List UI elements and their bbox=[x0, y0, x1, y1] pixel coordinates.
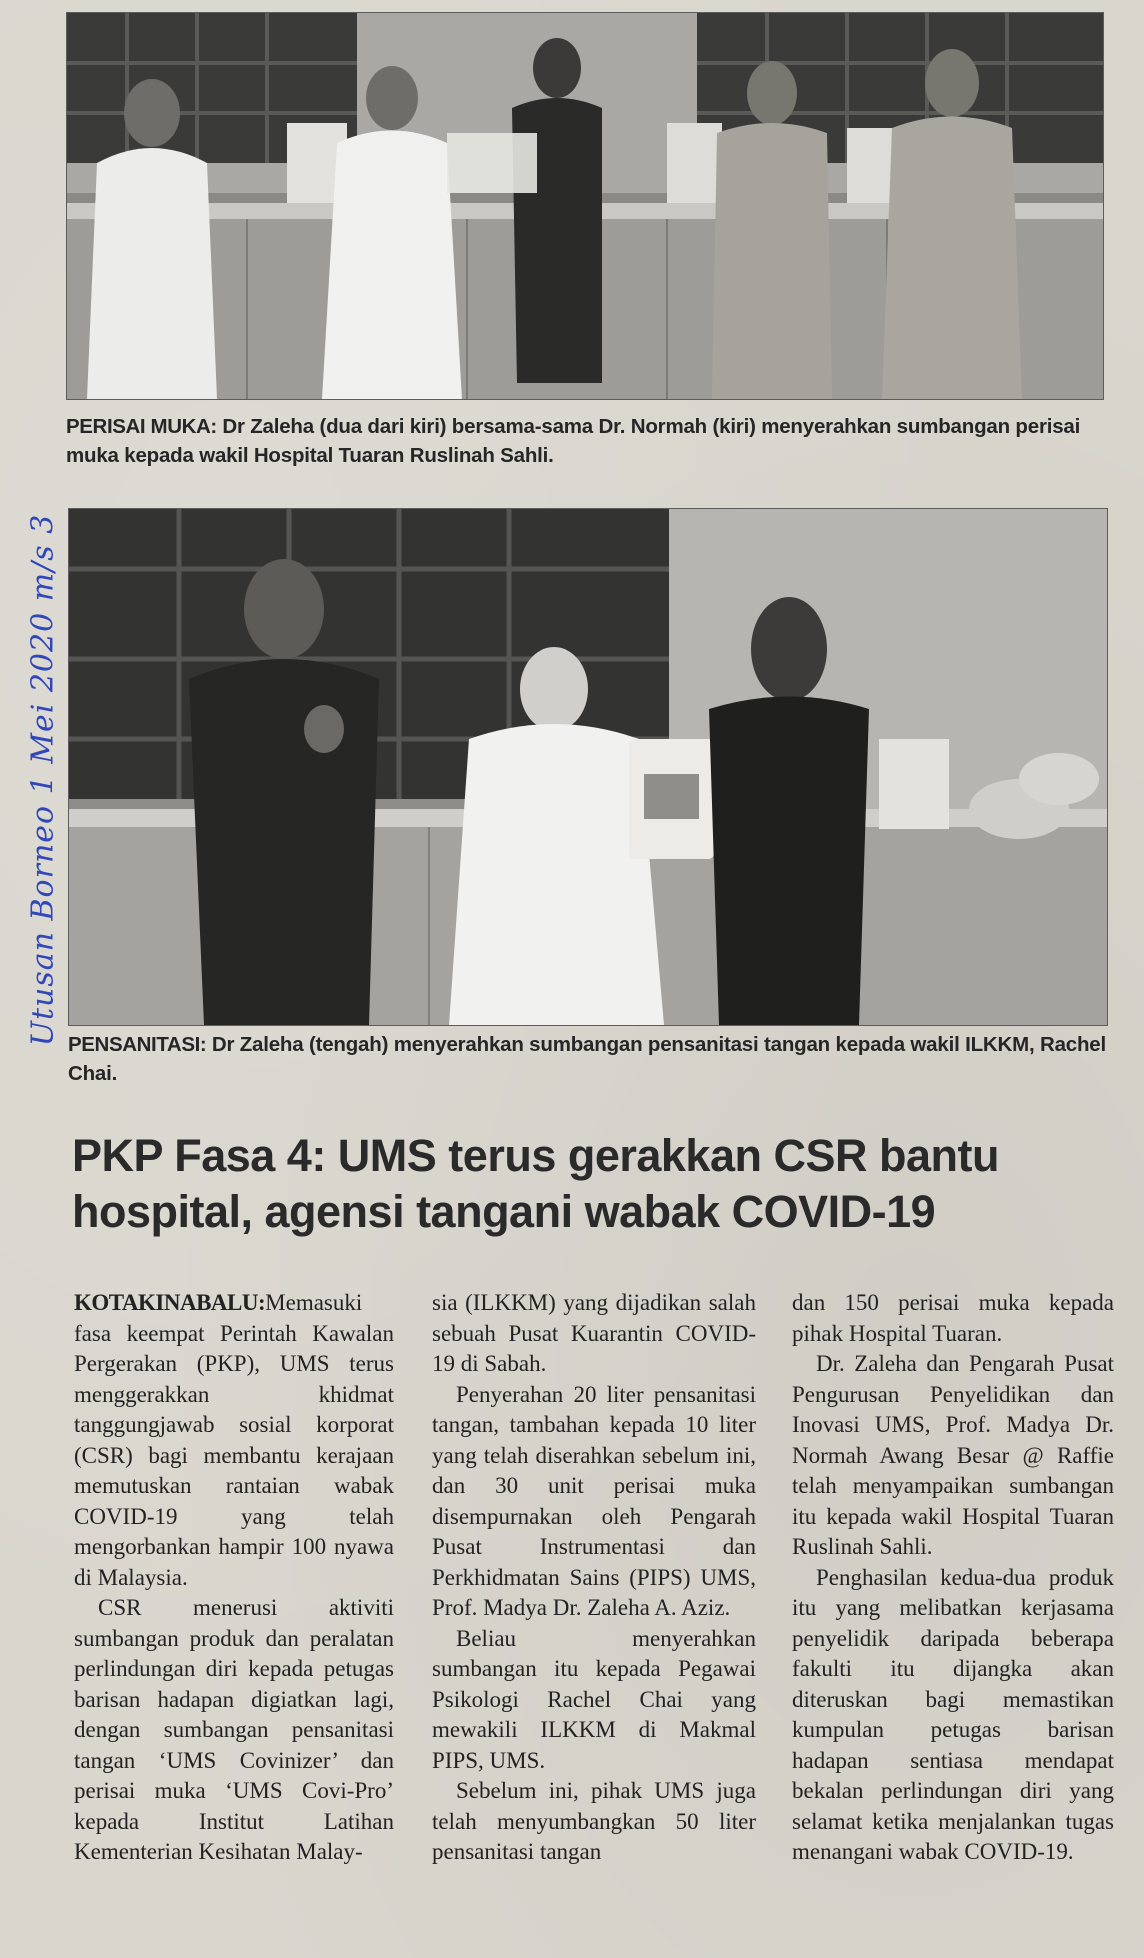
article-column-2 bbox=[432, 1288, 756, 1868]
photo-2-image bbox=[69, 509, 1107, 1025]
headline-line-2: hospital, agensi tangani wabak COVID-19 bbox=[72, 1186, 936, 1237]
article-paragraph bbox=[74, 1288, 394, 1593]
photo-face-shield-handover bbox=[66, 12, 1104, 400]
article-headline bbox=[72, 1128, 1122, 1240]
article-col1-p1: Memasuki fasa keempat Perintah Kawalan Pergerakan (PKP), UMS terus menggerakkan khidmat tanggungjawab sosial korporat (CSR) bagi membantu kerajaan memutuskan rantaian wabak COVID-19 yang telah mengorbankan hampir 100 nyawa di Malaysia. bbox=[74, 1290, 394, 1590]
photo-2-caption-lead: PENSANITASI: bbox=[68, 1033, 207, 1056]
article-column-1 bbox=[74, 1288, 394, 1868]
article-dateline: KOTAKINABALU: bbox=[74, 1290, 266, 1315]
article-paragraph: Dr. Zaleha dan Pengarah Pusat Pengurusan Penyelidikan dan Inovasi UMS, Prof. Madya Dr. Normah Awang Besar @ Raffie telah menyampaikan sumbangan itu kepada wakil Hospital Tuaran Ruslinah Sahli. bbox=[792, 1351, 1114, 1559]
article-paragraph: Penghasilan kedua-dua produk itu yang melibatkan kerjasama penyelidik daripada beberapa fakulti itu dijangka akan diteruskan bagi memastikan kumpulan petugas barisan hadapan sentiasa mendapat bekalan perlindungan diri yang selamat ketika menjalankan tugas menangani wabak COVID-19. bbox=[792, 1564, 1114, 1864]
article-paragraph: Penyerahan 20 liter pensanitasi tangan, tambahan kepada 10 liter yang telah diserahkan sebelum ini, dan 30 unit perisai muka disempurnakan oleh Pengarah Pusat Instrumentasi dan Perkhidmatan Sains (PIPS) UMS, Prof. Madya Dr. Zaleha A. Aziz. bbox=[432, 1381, 756, 1620]
article-paragraph: Sebelum ini, pihak UMS juga telah menyumbangkan 50 liter pensanitasi tangan bbox=[432, 1778, 756, 1864]
photo-1-caption-lead: PERISAI MUKA: bbox=[66, 415, 217, 438]
article-paragraph: Beliau menyerahkan sumbangan itu kepada Pegawai Psikologi Rachel Chai yang mewakili ILKKM di Makmal PIPS, UMS. bbox=[432, 1625, 756, 1773]
photo-1-image bbox=[67, 13, 1103, 399]
photo-2-caption bbox=[68, 1030, 1118, 1088]
photo-2-caption-text: Dr Zaleha (tengah) menyerahkan sumbangan pensanitasi tangan kepada wakil ILKKM, Rachel Chai. bbox=[68, 1033, 1106, 1085]
headline-line-1: PKP Fasa 4: UMS terus gerakkan CSR bantu bbox=[72, 1130, 999, 1181]
article-paragraph: CSR menerusi aktiviti sumbangan produk dan peralatan perlindungan diri kepada petugas barisan hadapan digiatkan lagi, dengan sumbangan pensanitasi tangan ‘UMS Covinizer’ dan perisai muka ‘UMS Covi-Pro’ kepada Institut Latihan Kementerian Kesihatan Malay- bbox=[74, 1595, 394, 1864]
article-column-3 bbox=[792, 1288, 1114, 1868]
article-paragraph: dan 150 perisai muka kepada pihak Hospital Tuaran. bbox=[792, 1290, 1114, 1346]
article-paragraph: sia (ILKKM) yang dijadikan salah sebuah Pusat Kuarantin COVID-19 di Sabah. bbox=[432, 1290, 756, 1376]
photo-1-caption-text: Dr Zaleha (dua dari kiri) bersama-sama Dr. Normah (kiri) menyerahkan sumbangan perisai muka kepada wakil Hospital Tuaran Ruslinah Sahli. bbox=[66, 415, 1081, 467]
handwritten-note-text: Utusan Borneo 1 Mei 2020 m/s 3 bbox=[25, 513, 61, 1047]
photo-hand-sanitizer-handover bbox=[68, 508, 1108, 1026]
photo-1-caption bbox=[66, 412, 1106, 470]
